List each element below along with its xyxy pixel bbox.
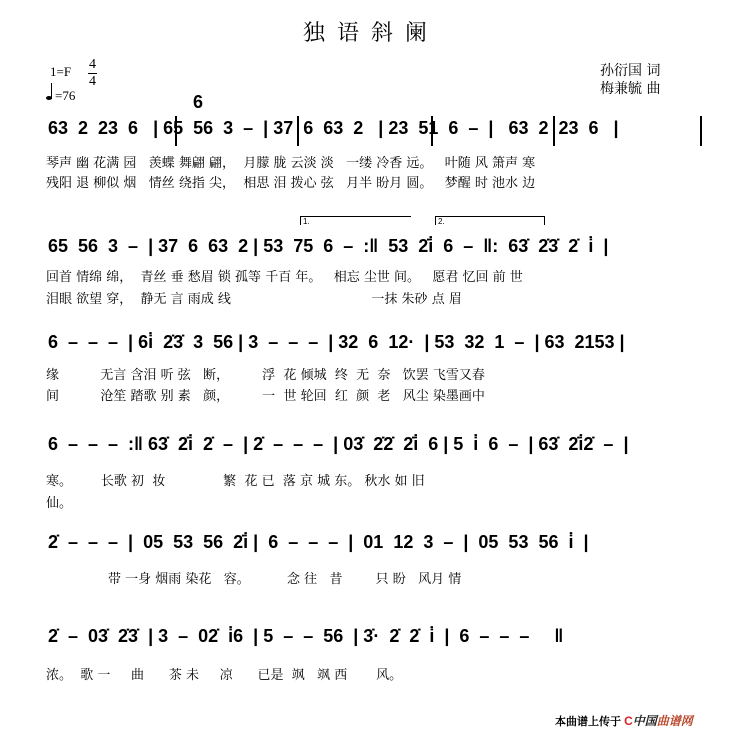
lyricist: 孙衍国 词 (600, 63, 661, 79)
barline (700, 116, 702, 146)
pickup-marker: 6 (193, 92, 204, 112)
notation-line: 65 56 3 – | 37 6 63 2 | 53 75 6 – :‖ 53 2̇i̇ 6 – ‖: 63̇ 2̇3̇ 2̇ i̇ | (48, 236, 609, 256)
upload-attribution (555, 712, 693, 729)
time-denominator: 4 (89, 74, 96, 89)
lyrics-verse-2: 残阳 退 柳似 烟 情丝 绕指 尖， 相思 泪 拨心 弦 月半 盼月 圆。 梦醒 时 池水 边 (46, 176, 536, 191)
volta-second-ending: 2. (435, 216, 545, 225)
key-signature: 1=F (50, 64, 72, 79)
lyrics-verse-2: 泪眼 欲望 穿， 静无 言 雨成 线 一抹 朱砂 点 眉 (46, 292, 462, 307)
tempo-marking (46, 88, 75, 104)
lyrics-verse-2: 间 沧笙 踏歌 别 素 颜， 一 世 轮回 红 颜 老 风尘 染墨画中 (46, 389, 485, 404)
notation-line: 6 – – – :‖ 63̇ 2̇i̇ 2̇ – | 2̇ – – – | 03̇ 2̇2̇ 2̇i̇ 6 | 5 i̇ 6 – | 63̇ 2̇i̇2̇ – | (48, 434, 629, 454)
volta-first-ending: 1. (300, 216, 411, 225)
upload-text: 本曲谱上传于 (555, 716, 621, 728)
site-logo[interactable] (624, 712, 693, 729)
lyrics-verse-1: 缘 无言 含泪 听 弦 断， 浮 花 倾城 终 无 奈 饮罢 飞雪又春 (46, 368, 485, 383)
lyrics-verse-1: 浓。 歌 一 曲 茶 未 凉 已是 飒 飒 西 风。 (46, 668, 403, 683)
site-name-part-2: 曲谱网 (656, 714, 693, 728)
lyrics-verse-1: 寒。 长歌 初 妆 繁 花 已 落 京 城 东。 秋水 如 旧 (46, 474, 425, 489)
time-signature (88, 57, 97, 90)
credits (600, 62, 660, 98)
notation-line: 2̇ – – – | 05 53 56 2̇i̇ | 6 – – – | 01 12 3 – | 05 53 56 i̇ | (48, 532, 589, 552)
site-name-part-1: 中国 (632, 714, 657, 728)
notation-line: 2̇ – 03̇ 2̇3̇ | 3 – 02̇ i̇6 | 5 – – 56 | 3̇· 2̇ 2̇ i̇ | 6 – – – ‖ (48, 626, 564, 646)
site-logo-icon: C (624, 714, 633, 728)
notation-line: 63 2 23 6 | 65 56 3 – | 37 6 63 2 | 23 51 6 – | 63 2 23 6 | (48, 118, 619, 138)
time-numerator: 4 (89, 57, 96, 72)
tempo-value: =76 (55, 88, 76, 103)
quarter-note-icon (46, 96, 52, 100)
lyrics-verse-1: 带 一身 烟雨 染花 容。 念 往 昔 只 盼 风月 情 (46, 572, 462, 587)
lyrics-verse-1: 琴声 幽 花满 园 羡蝶 舞翩 翩， 月朦 胧 云淡 淡 一缕 冷香 远。 叶随 风 箫声 寒 (46, 156, 536, 171)
lyrics-verse-1: 回首 情绵 绵， 青丝 垂 愁眉 锁 孤等 千百 年。 相忘 尘世 间。 愿君 忆回 前 世 (46, 270, 523, 285)
notation-line: 6 – – – | 6i̇ 2̇3̇ 3 56 | 3 – – – | 32 6 12· | 53 32 1 – | 63 2153 | (48, 332, 625, 352)
lyrics-verse-2: 仙。 (46, 496, 73, 511)
composer: 梅兼毓 曲 (600, 81, 661, 97)
song-title: 独语斜阑 (302, 21, 439, 46)
